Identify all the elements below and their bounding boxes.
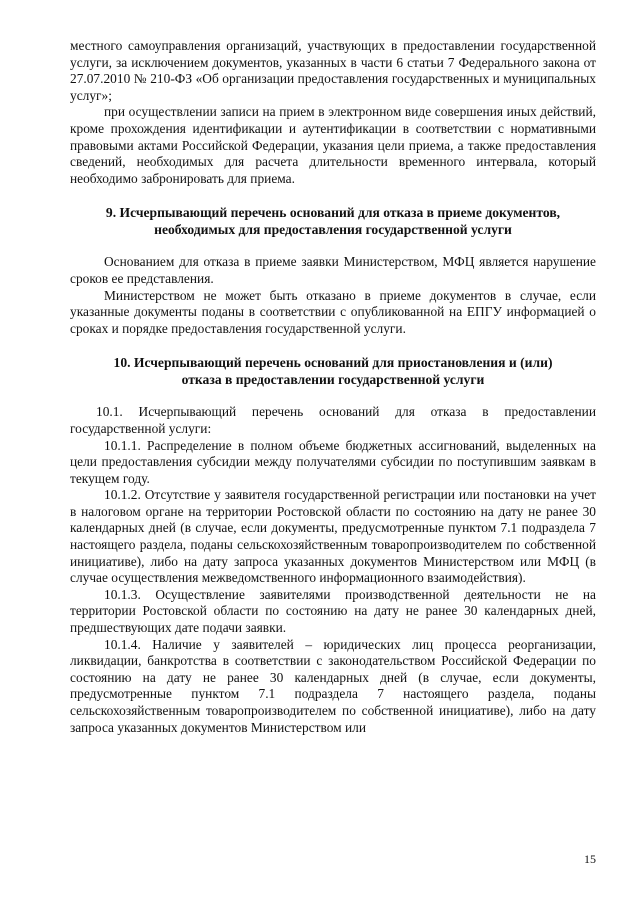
paragraph-top-1: местного самоуправления организаций, участвующих в предоставлении государственной услуги, за исключением документов, указанных в части 6 статьи 7 Федерального закона от 27.07.2010 № 210-ФЗ «Об организации предоставления государственных и муниципальных услуг»;	[70, 38, 596, 103]
section-9-heading-line-2: необходимых для предоставления государственной услуги	[154, 222, 512, 238]
clause-10-1-1: 10.1.1. Распределение в полном объеме бюджетных ассигнований, выделенных на цели предоставления субсидии между получателями субсидии по поступившим заявкам в текущем году.	[70, 437, 596, 486]
clause-10-1-2: 10.1.2. Отсутствие у заявителя государственной регистрации или постановки на учет в налоговом органе на территории Ростовской области по состоянию на дату не ранее 30 календарных дней (в случае, если документы, предусмотренные пунктом 7.1 подраздела 7 настоящего раздела, поданы сельскохозяйственным товаропроизводителем по собственной инициативе), либо на дату запроса указанных документов Министерством или МФЦ (в случае осуществления межведомственного информационного взаимодействия).	[70, 487, 596, 586]
section-9-paragraph-2: Министерством не может быть отказано в приеме документов в случае, если указанные документы поданы в соответствии с опубликованной на ЕПГУ информацией о сроках и порядке предоставления государственной услуги.	[70, 287, 596, 336]
page-number: 15	[584, 852, 596, 866]
section-9-heading-line-1: 9. Исчерпывающий перечень оснований для отказа в приеме документов,	[105, 205, 561, 221]
clause-10-1: 10.1. Исчерпывающий перечень оснований для отказа в предоставлении государственной услуги:	[70, 404, 596, 436]
section-9-paragraph-1: Основанием для отказа в приеме заявки Министерством, МФЦ является нарушение сроков ее представления.	[70, 254, 596, 286]
clause-10-1-3: 10.1.3. Осуществление заявителями производственной деятельности не на территории Ростовской области по состоянию на дату не ранее 30 календарных дней, предшествующих дате подачи заявки.	[70, 586, 596, 636]
section-10-heading-line-1: 10. Исчерпывающий перечень оснований для приостановления и (или)	[113, 355, 553, 371]
section-10-heading-line-2: отказа в предоставлении государственной услуги	[181, 372, 485, 388]
paragraph-top-2: при осуществлении записи на прием в электронном виде совершения иных действий, кроме прохождения идентификации и аутентификации в соответствии с нормативными правовыми актами Российской Федерации, указания цели приема, а также предоставления сведений, необходимых для расчета длительности временного интервала, который необходимо забронировать для приема.	[70, 104, 596, 186]
clause-10-1-4: 10.1.4. Наличие у заявителей – юридических лиц процесса реорганизации, ликвидации, банкротства в соответствии с законодательством Российской Федерации по состоянию на дату не ранее 30 календарных дней (в случае, если документы, предусмотренные пунктом 7.1 подраздела 7 настоящего раздела, поданы сельскохозяйственным товаропроизводителем по собственной инициативе), либо на дату запроса указанных документов Министерством или	[70, 636, 596, 735]
